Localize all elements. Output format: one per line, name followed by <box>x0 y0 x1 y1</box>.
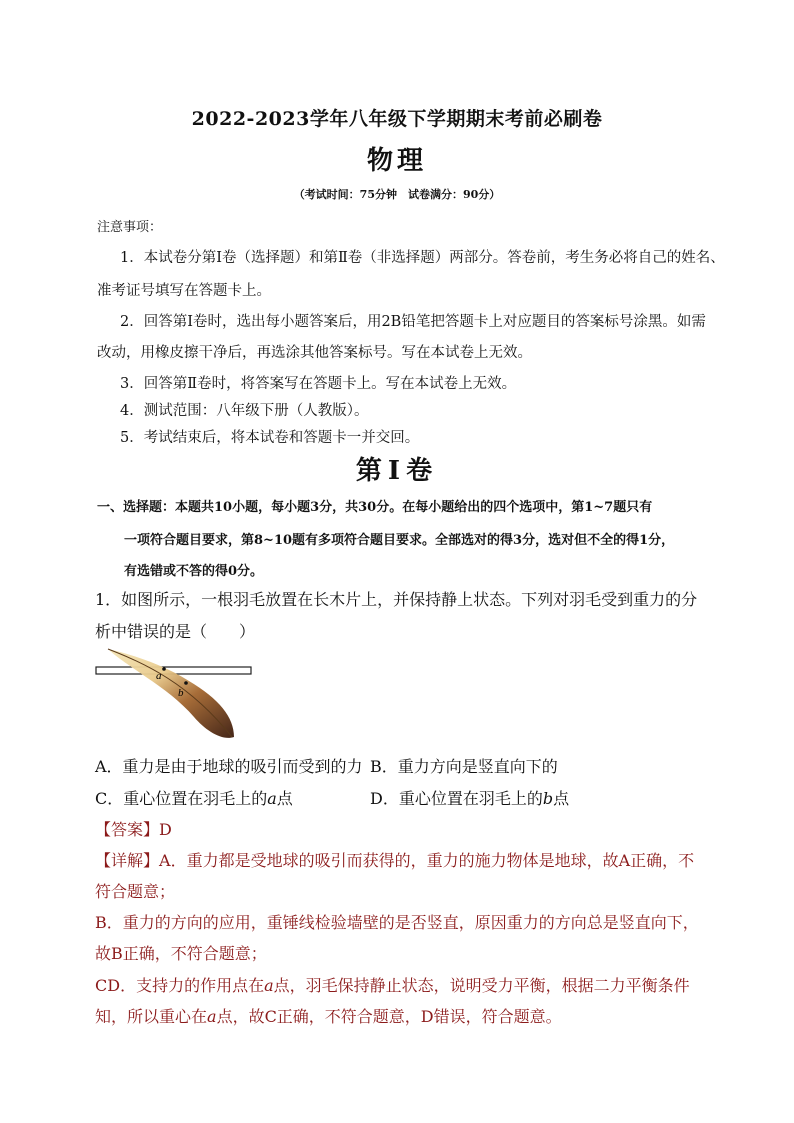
notice-line: 5．考试结束后，将本试卷和答题卡一并交回。 <box>120 430 420 446</box>
point-b-marker <box>184 681 188 685</box>
point-b-text: b <box>542 789 554 808</box>
notice-line: 3．回答第Ⅱ卷时，将答案写在答题卡上。写在本试卷上无效。 <box>120 376 517 392</box>
feather-on-plank-figure <box>94 645 259 745</box>
detail-line: 知，所以重心在a点，故C正确，不符合题意，D错误，符合题意。 <box>95 1007 562 1026</box>
answer-value: D <box>159 820 172 839</box>
notice-line: 改动，用橡皮擦干净后，再选涂其他答案标号。写在本试卷上无效。 <box>97 345 532 361</box>
section-instruction: 一、选择题：本题共10小题，每小题3分，共30分。在每小题给出的四个选项中，第1~7题只有 <box>97 500 653 515</box>
option-c: C．重心位置在羽毛上的a点 <box>95 789 293 808</box>
detail-line: 故B正确，不符合题意； <box>95 944 267 963</box>
notice-line: 1．本试卷分第Ⅰ卷（选择题）和第Ⅱ卷（非选择题）两部分。答卷前，考生务必将自己的姓名、 <box>120 250 725 266</box>
point-b-label: b <box>178 687 184 699</box>
detail-line: 【详解】A．重力都是受地球的吸引而获得的，重力的施力物体是地球，故A正确，不 <box>95 851 695 870</box>
option-b: B．重力方向是竖直向下的 <box>370 757 558 776</box>
detail-tag: 【详解】 <box>95 851 160 870</box>
section-instruction: 一项符合题目要求，第8~10题有多项符合题目要求。全部选对的得3分，选对但不全的得1分， <box>124 533 675 548</box>
section-title: 第Ⅰ卷 <box>355 456 439 486</box>
notice-line: 2．回答第Ⅰ卷时，选出每小题答案后，用2B铅笔把答题卡上对应题目的答案标号涂黑。如需 <box>120 314 706 330</box>
option-d: D．重心位置在羽毛上的b点 <box>370 789 570 808</box>
detail-line: CD．支持力的作用点在a点，羽毛保持静止状态，说明受力平衡，根据二力平衡条件 <box>95 976 690 995</box>
point-a-marker <box>162 667 166 671</box>
detail-line: 符合题意； <box>95 882 176 901</box>
detail-line: B．重力的方向的应用，重锤线检验墙壁的是否竖直，原因重力的方向总是竖直向下， <box>95 913 699 932</box>
exam-info: （考试时间：75分钟 试卷满分：90分） <box>293 188 501 201</box>
question-stem: 析中错误的是（ ） <box>95 622 256 641</box>
notice-line: 4．测试范围：八年级下册（人教版）。 <box>120 403 369 419</box>
section-instruction: 有选错或不答的得0分。 <box>124 564 264 579</box>
notice-line: 准考证号填写在答题卡上。 <box>97 283 271 299</box>
option-a: A．重力是由于地球的吸引而受到的力 <box>95 757 363 776</box>
point-a-text: a <box>267 789 277 808</box>
answer <box>95 817 172 840</box>
exam-title: 2022-2023学年八年级下学期期末考前必刷卷 <box>191 108 603 130</box>
point-a-label: a <box>156 670 162 682</box>
notice-title: 注意事项： <box>97 220 163 235</box>
feather-vane <box>108 649 234 738</box>
subject-title: 物理 <box>366 146 427 176</box>
question-stem: 1．如图所示，一根羽毛放置在长木片上，并保持静上状态。下列对羽毛受到重力的分 <box>95 590 698 609</box>
answer-tag: 【答案】 <box>95 820 160 839</box>
